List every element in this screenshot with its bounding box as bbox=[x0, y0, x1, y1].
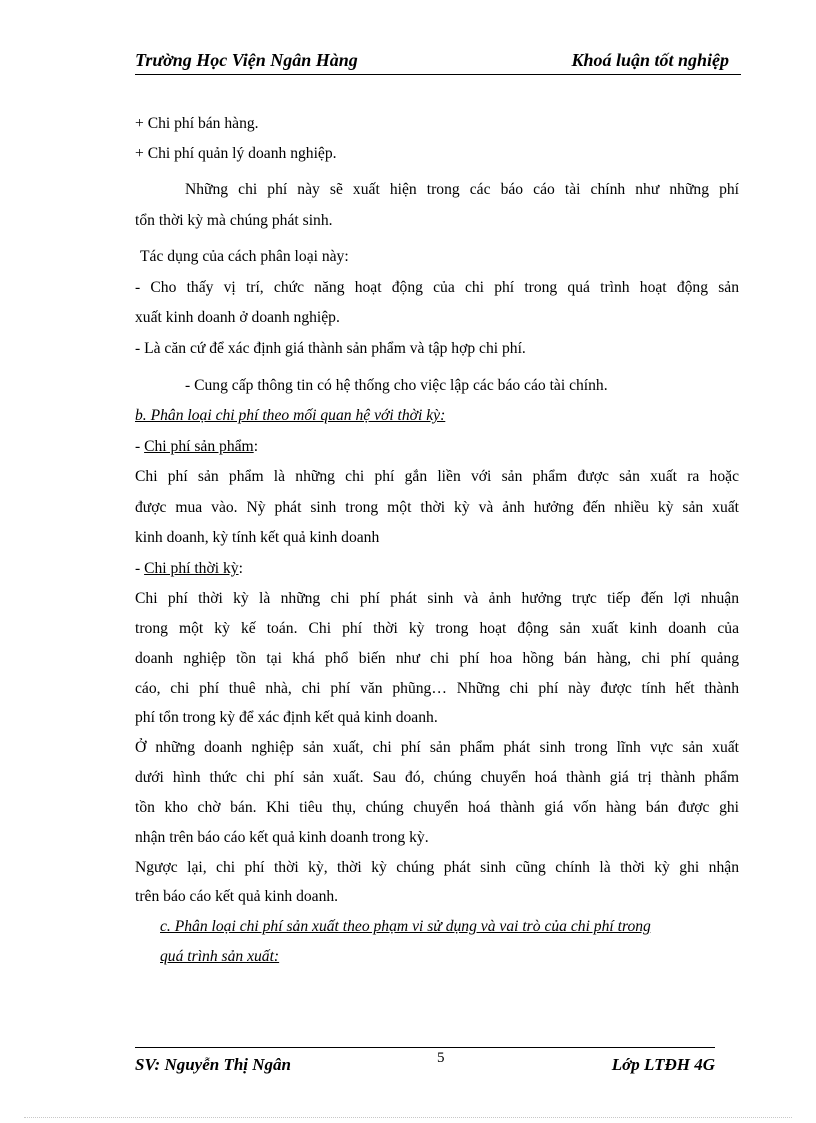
paragraph-line: phí tổn trong kỳ để xác định kết quả kinh doanh. bbox=[135, 709, 438, 726]
footer-class-name: Lớp LTĐH 4G bbox=[611, 1055, 715, 1074]
page-number: 5 bbox=[437, 1050, 445, 1066]
section-heading-c: c. Phân loại chi phí sản xuất theo phạm vi sử dụng và vai trò của chi phí trong bbox=[160, 918, 651, 935]
paragraph-line: dưới hình thức chi phí sản xuất. Sau đó, chúng chuyển hoá thành giá trị thành phẩm bbox=[135, 769, 739, 786]
paragraph-line: - Cho thấy vị trí, chức năng hoạt động của chi phí trong quá trình hoạt động sản bbox=[135, 279, 739, 296]
paragraph-line: Ở những doanh nghiệp sản xuất, chi phí sản phẩm phát sinh trong lĩnh vực sản xuất bbox=[135, 739, 739, 756]
footer-student-name: SV: Nguyễn Thị Ngân bbox=[135, 1055, 292, 1074]
page-header bbox=[135, 48, 741, 75]
paragraph-line: kinh doanh, kỳ tính kết quả kinh doanh bbox=[135, 529, 380, 546]
header-document-type: Khoá luận tốt nghiệp bbox=[571, 50, 729, 70]
paragraph-line: Những chi phí này sẽ xuất hiện trong các báo cáo tài chính như những phí bbox=[185, 181, 739, 198]
paragraph-line: nhận trên báo cáo kết quả kinh doanh trong kỳ. bbox=[135, 829, 429, 846]
paragraph-line: xuất kinh doanh ở doanh nghiệp. bbox=[135, 309, 340, 326]
section-heading-c-continued: quá trình sản xuất: bbox=[160, 948, 280, 965]
list-item-selling-cost: + Chi phí bán hàng. bbox=[135, 115, 259, 132]
term-line-period-cost bbox=[135, 560, 243, 578]
paragraph-line: cáo, chi phí thuê nhà, chi phí văn phũng… Những chi phí này được tính hết thành bbox=[135, 680, 739, 697]
paragraph-line: doanh nghiệp tồn tại khá phổ biến như chi phí hoa hồng bán hàng, chi phí quảng bbox=[135, 650, 739, 667]
page-bottom-divider bbox=[24, 1117, 792, 1118]
term-period-cost: Chi phí thời kỳ bbox=[144, 560, 239, 577]
paragraph-line: tổn thời kỳ mà chúng phát sinh. bbox=[135, 212, 333, 229]
paragraph-line: Tác dụng của cách phân loại này: bbox=[140, 248, 349, 265]
header-school-name: Trường Học Viện Ngân Hàng bbox=[135, 50, 358, 70]
paragraph-line: trong một kỳ kế toán. Chi phí thời kỳ trong hoạt động sản xuất kinh doanh của bbox=[135, 620, 739, 637]
term-product-cost: Chi phí sản phẩm bbox=[144, 438, 254, 455]
dash: - bbox=[135, 560, 145, 577]
paragraph-line: - Cung cấp thông tin có hệ thống cho việc lập các báo cáo tài chính. bbox=[185, 377, 608, 394]
paragraph-line: được mua vào. Nỳ phát sinh trong một thời kỳ và ảnh hưởng đến nhiều kỳ sản xuất bbox=[135, 499, 739, 516]
paragraph-line: Ngược lại, chi phí thời kỳ, thời kỳ chúng phát sinh cũng chính là thời kỳ ghi nhận bbox=[135, 859, 739, 876]
paragraph-line: trên báo cáo kết quả kinh doanh. bbox=[135, 888, 339, 905]
paragraph-line: Chi phí thời kỳ là những chi phí phát sinh và ảnh hưởng trực tiếp đến lợi nhuận bbox=[135, 590, 739, 607]
colon: : bbox=[238, 560, 243, 577]
paragraph-line: Chi phí sản phẩm là những chi phí gắn liền với sản phẩm được sản xuất ra hoặc bbox=[135, 468, 739, 485]
paragraph-line: tồn kho chờ bán. Khi tiêu thụ, chúng chuyển hoá thành giá vốn hàng bán được ghi bbox=[135, 799, 739, 816]
colon: : bbox=[253, 438, 259, 455]
list-item-admin-cost: + Chi phí quản lý doanh nghiệp. bbox=[135, 145, 337, 162]
paragraph-line: - Là căn cứ để xác định giá thành sản phẩm và tập hợp chi phí. bbox=[135, 340, 526, 357]
section-heading-b: b. Phân loại chi phí theo mối quan hệ với thời kỳ: bbox=[135, 407, 446, 424]
term-line-product-cost bbox=[135, 438, 258, 456]
dash: - bbox=[135, 438, 145, 455]
page-footer bbox=[135, 1047, 715, 1082]
